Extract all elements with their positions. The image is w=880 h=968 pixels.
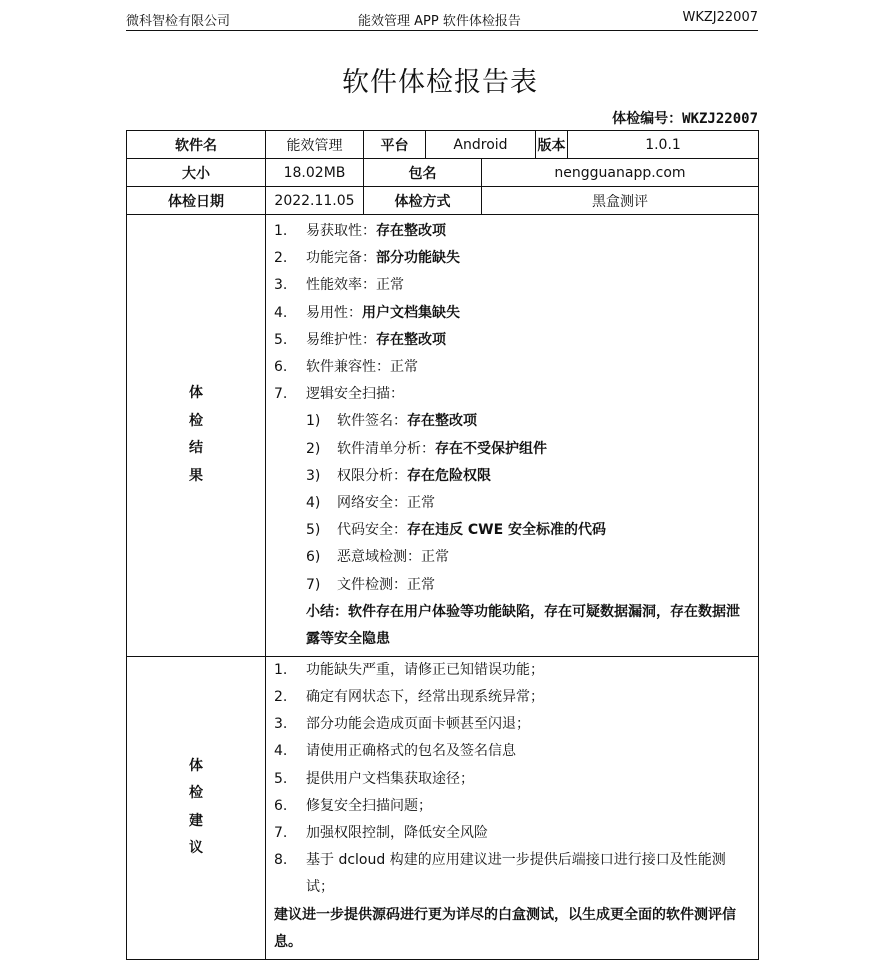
result-item: 1. 易获取性：存在整改项 (274, 223, 446, 239)
report-table (126, 130, 759, 960)
result-item: 3. 性能效率：正常 (274, 277, 404, 294)
date-label: 体检日期 (127, 187, 266, 215)
advice-item: 3. 部分功能会造成页面卡顿甚至闪退； (274, 716, 530, 733)
version-label: 版本 (537, 137, 566, 154)
method-label: 体检方式 (364, 187, 482, 215)
date-value: 2022.11.05 (266, 187, 364, 215)
advice-item: 5. 提供用户文档集获取途径； (274, 770, 474, 787)
platform-value (426, 131, 568, 159)
advice-conclusion: 建议进一步提供源码进行更为详尽的白盒测试，以生成更全面的软件测评信息。 (274, 906, 736, 951)
scan-sub-item: 3) 权限分析：存在危险权限 (306, 467, 491, 484)
platform-label: 平台 (364, 131, 426, 159)
document-code: WKZJ22007 (682, 10, 758, 25)
results-label-char: 检 (189, 412, 203, 429)
results-label-char: 果 (189, 467, 203, 484)
results-label (127, 215, 266, 657)
report-number-value: WKZJ22007 (682, 111, 758, 127)
info-row-1 (127, 131, 759, 159)
result-item: 7. 逻辑安全扫描： (274, 386, 404, 403)
results-row (127, 215, 759, 657)
advice-label-char: 体 (189, 757, 203, 774)
scan-sub-item: 5) 代码安全：存在违反 CWE 安全标准的代码 (306, 522, 607, 539)
software-name-label: 软件名 (127, 131, 266, 159)
report-number (612, 108, 758, 128)
method-value: 黑盒测评 (482, 187, 759, 215)
version-value: 1.0.1 (568, 131, 759, 159)
results-label-char: 结 (189, 440, 203, 457)
document-name: 能效管理 APP 软件体检报告 (358, 14, 521, 29)
advice-label-char: 检 (189, 785, 203, 802)
scan-sub-item: 4) 网络安全：正常 (306, 495, 435, 512)
advice-item: 7. 加强权限控制，降低安全风险 (274, 825, 488, 842)
result-item: 2. 功能完备：部分功能缺失 (274, 250, 460, 267)
advice-item: 6. 修复安全扫描问题； (274, 797, 432, 814)
advice-label-char: 议 (189, 840, 203, 857)
company-name: 微科智检有限公司 (126, 14, 231, 29)
scan-sub-item: 7) 文件检测：正常 (306, 576, 435, 593)
advice-item: 4. 请使用正确格式的包名及签名信息 (274, 743, 516, 760)
package-value: nengguanapp.com (482, 159, 759, 187)
page-title: 软件体检报告表 (342, 67, 538, 98)
results-summary: 小结：软件存在用户体验等功能缺陷，存在可疑数据漏洞，存在数据泄露等安全隐患 (306, 603, 740, 648)
scan-sub-item: 2) 软件清单分析：存在不受保护组件 (306, 440, 547, 457)
info-row-3 (127, 187, 759, 215)
result-item: 5. 易维护性：存在整改项 (274, 331, 446, 348)
report-number-label: 体检编号： (612, 111, 683, 127)
package-label: 包名 (364, 159, 482, 187)
scan-sub-item: 6) 恶意域检测：正常 (306, 549, 449, 566)
advice-item: 1. 功能缺失严重，请修正已知错误功能； (274, 661, 544, 678)
advice-item: 2. 确定有网状态下，经常出现系统异常； (274, 689, 544, 706)
result-item: 6. 软件兼容性：正常 (274, 359, 418, 376)
info-row-2 (127, 159, 759, 187)
advice-row (127, 656, 759, 959)
page-header (126, 8, 758, 31)
advice-item: 8. 基于 dcloud 构建的应用建议进一步提供后端接口进行接口及性能测试； (274, 852, 726, 896)
results-label-char: 体 (189, 385, 203, 402)
scan-sub-item: 1) 软件签名：存在整改项 (306, 413, 477, 430)
advice-content (266, 656, 759, 959)
result-item: 4. 易用性：用户文档集缺失 (274, 304, 460, 321)
advice-label-char: 建 (189, 812, 203, 829)
platform-value-text: Android (426, 131, 536, 158)
software-name-value: 能效管理 (266, 131, 364, 159)
size-label: 大小 (127, 159, 266, 187)
advice-label (127, 656, 266, 959)
size-value: 18.02MB (266, 159, 364, 187)
results-content (266, 215, 759, 657)
